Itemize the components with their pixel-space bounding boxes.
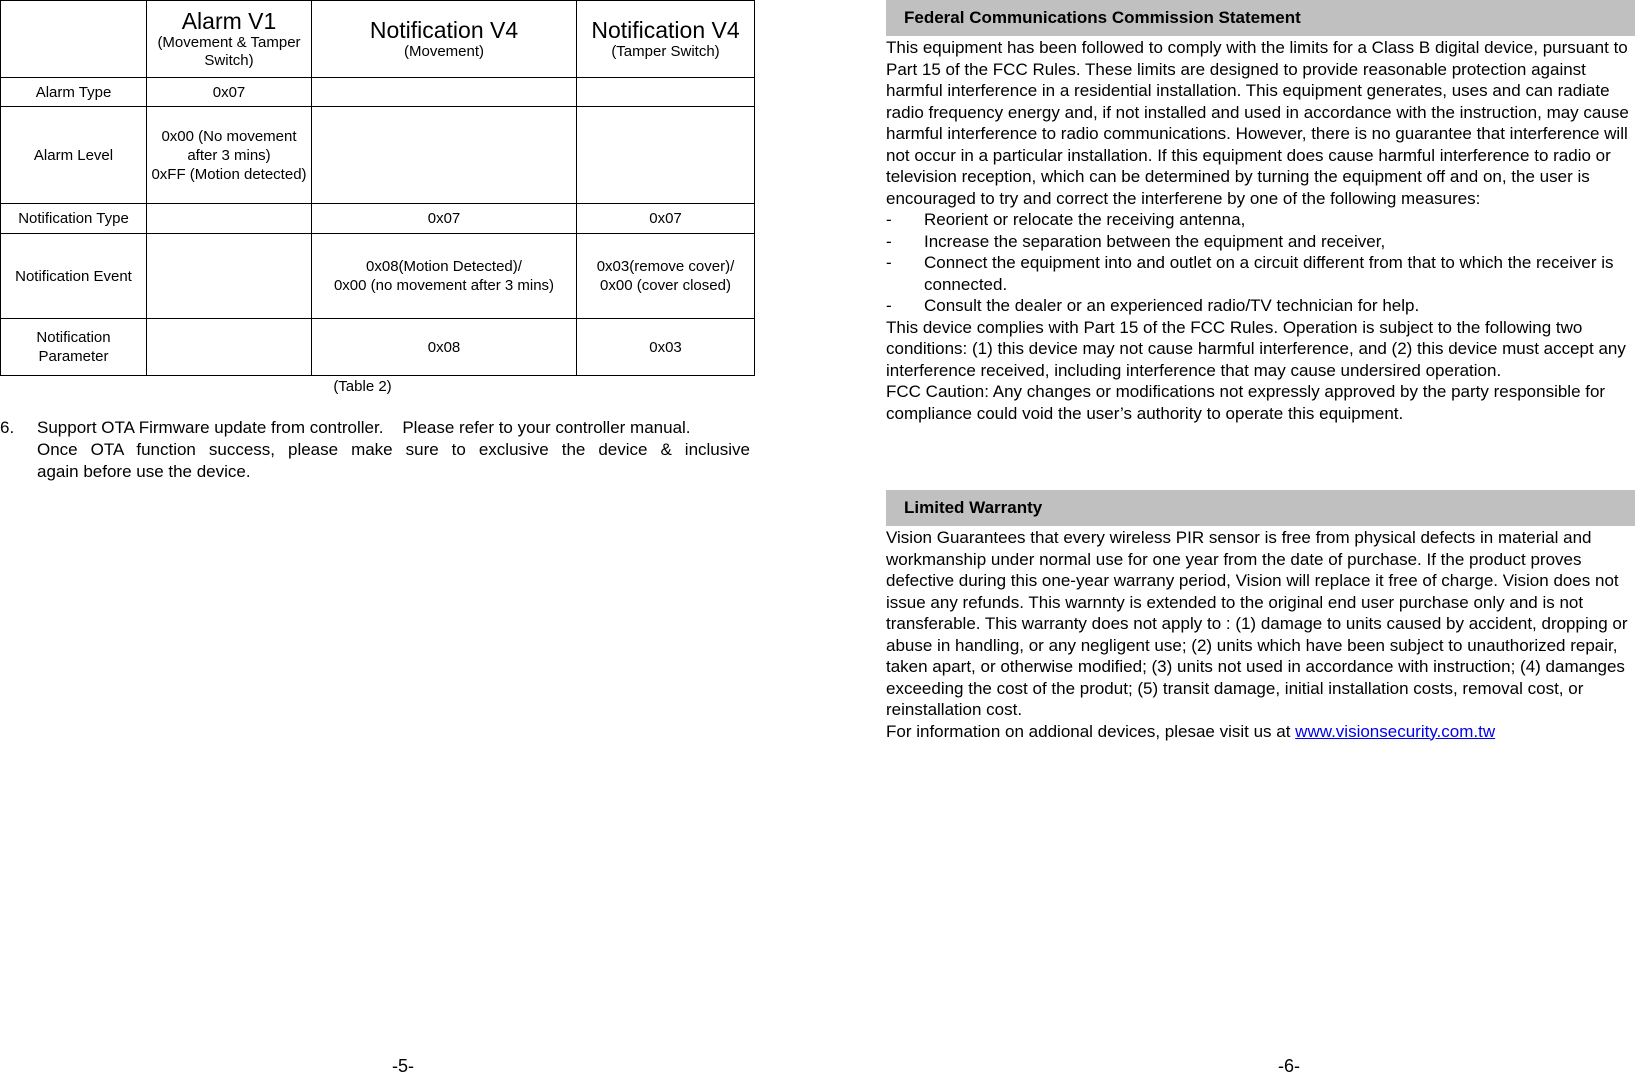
cell-alarm-v1: 0x07 xyxy=(147,78,312,107)
cell-alarm-v1 xyxy=(147,204,312,234)
fcc-title: Federal Communications Commission Statement xyxy=(904,8,1301,27)
measure-text: Connect the equipment into and outlet on a circuit different from that to which the receiver is connected. xyxy=(924,253,1614,294)
warranty-body: Vision Guarantees that every wireless PIR sensor is free from physical defects in material and workmanship under normal use for one year from the date of purchase. If the product proves defective during this one-year warrany period, Vision will replace it free of charge. Vision does not issue any refunds. This warnnty is extended to the original end user purchase only and is not transferable. This warranty does not apply to : (1) damage to units caused by accident, dropping or abuse in handling, or any negligent use; (2) units which have been subject to unauthorized repair, taken apart, or otherwise modified; (3) units not used in accordance with instruction; (4) damanges exceeding the cost of the produt; (5) transit damage, initial installation costs, removal cost, or reinstallation cost. xyxy=(886,528,1628,719)
list-item: - Reorient or relocate the receiving antenna, xyxy=(886,210,1246,229)
table-row xyxy=(1,319,755,376)
step-number: 6. xyxy=(0,418,15,437)
table-row xyxy=(1,204,755,234)
row-label: Alarm Type xyxy=(1,78,147,107)
cell-notification-tamper: 0x07 xyxy=(577,204,755,234)
cell-notification-movement xyxy=(312,107,577,204)
warranty-section-header xyxy=(886,490,1635,526)
measure-text: Consult the dealer or an experienced radio/TV technician for help. xyxy=(924,296,1420,315)
header-empty-cell xyxy=(1,1,147,78)
cell-alarm-v1 xyxy=(147,319,312,376)
list-item: - Increase the separation between the equipment and receiver, xyxy=(886,231,1386,251)
header-notification-v4-tamper: Notification V4 (Tamper Switch) xyxy=(577,1,755,78)
list-item: - Connect the equipment into and outlet on a circuit different from that to which the receiver is connected. xyxy=(886,253,1614,294)
cell-alarm-v1 xyxy=(147,234,312,319)
alarm-notification-table xyxy=(0,0,755,376)
row-label: Alarm Level xyxy=(1,107,147,204)
page-number: -6- xyxy=(1278,1056,1300,1076)
fcc-caution: FCC Caution: Any changes or modifications not expressly approved by the party responsible for compliance could void the user’s authority to operate this equipment. xyxy=(886,382,1606,423)
cell-notification-tamper xyxy=(577,78,755,107)
header-notification-v4-movement: Notification V4 (Movement) xyxy=(312,1,577,78)
table-row xyxy=(1,78,755,107)
cell-notification-tamper: 0x03 xyxy=(577,319,755,376)
cell-notification-movement xyxy=(312,78,577,107)
table-row xyxy=(1,107,755,204)
cell-notification-movement: 0x07 xyxy=(312,204,577,234)
step-body xyxy=(37,417,750,483)
cell-notification-movement: 0x08(Motion Detected)/ 0x00 (no movement after 3 mins) xyxy=(312,234,577,319)
cell-notification-movement: 0x08 xyxy=(312,319,577,376)
measure-text: Increase the separation between the equipment and receiver, xyxy=(924,231,1386,251)
measure-text: Reorient or relocate the receiving antenna, xyxy=(924,210,1246,229)
table-caption: (Table 2) xyxy=(333,378,392,395)
page-number: -5- xyxy=(392,1056,414,1076)
website-link[interactable]: www.visionsecurity.com.tw xyxy=(1295,721,1496,741)
warranty-title: Limited Warranty xyxy=(904,498,1043,517)
step-line: again before use the device. xyxy=(37,462,251,481)
table-row xyxy=(1,234,755,319)
list-item: - Consult the dealer or an experienced radio/TV technician for help. xyxy=(886,296,1420,315)
table-header-row xyxy=(1,1,755,78)
fcc-intro: This equipment has been followed to comply with the limits for a Class B digital device, pursuant to Part 15 of the FCC Rules. These limits are designed to provide reasonable protection against harmful interference in a residential installation. This equipment generates, uses and can radiate radio frequency energy and, if not installed and used in accordance with the instruction, may cause harmful interference to radio communications. However, there is no guarantee that interference will not occur in a particular installation. If this equipment does cause harmful interference to radio or television reception, which can be determined by turning the equipment off and on, the user is encouraged to try and correct the interferene by one of the following measures: xyxy=(886,38,1629,208)
header-alarm-v1: Alarm V1 (Movement & Tamper Switch) xyxy=(147,1,312,78)
right-page xyxy=(880,0,1635,1074)
cell-notification-tamper: 0x03(remove cover)/ 0x00 (cover closed) xyxy=(577,234,755,319)
left-page xyxy=(0,0,760,1074)
fcc-compliance: This device complies with Part 15 of the FCC Rules. Operation is subject to the following two conditions: (1) this device may not cause harmful interference, and (2) this device must accept any interference received, including interference that may cause undersired operation. xyxy=(886,317,1626,380)
ota-step xyxy=(0,417,760,483)
fcc-statement xyxy=(886,37,1635,424)
row-label: Notification Event xyxy=(1,234,147,319)
info-prefix: For information on addional devices, plesae visit us at xyxy=(886,721,1296,741)
row-label: Notification Parameter xyxy=(1,319,147,376)
cell-alarm-v1: 0x00 (No movement after 3 mins) 0xFF (Motion detected) xyxy=(147,107,312,204)
warranty-text xyxy=(886,527,1635,742)
cell-notification-tamper xyxy=(577,107,755,204)
row-label: Notification Type xyxy=(1,204,147,234)
step-line: Once OTA function success, please make sure to exclusive the device & inclusive xyxy=(37,440,750,459)
fcc-section-header xyxy=(886,0,1635,36)
step-line: Support OTA Firmware update from controller. Please refer to your controller manual. xyxy=(37,418,691,437)
warranty-info xyxy=(886,721,1635,743)
